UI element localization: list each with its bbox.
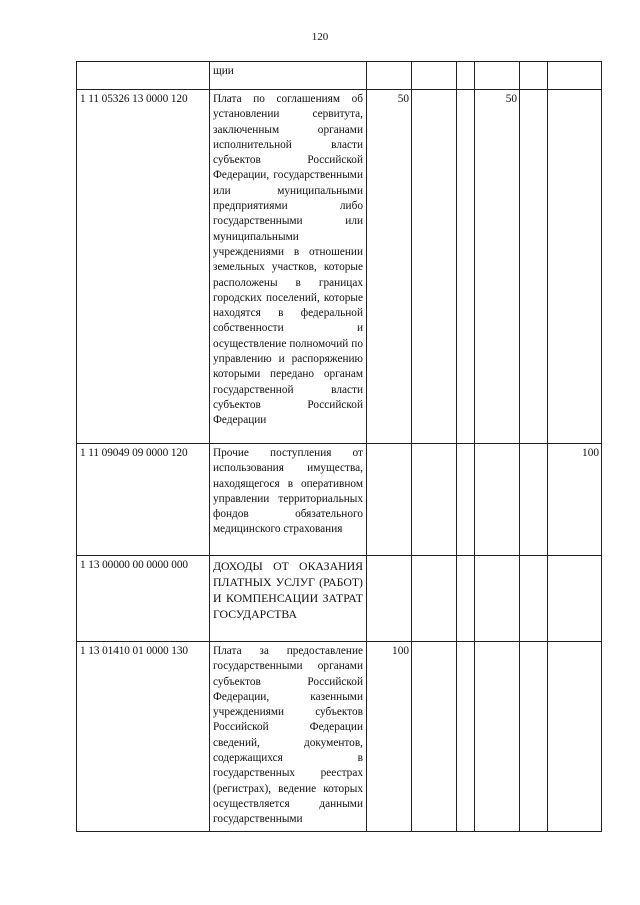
amount-cell (412, 62, 457, 90)
amount-cell (457, 444, 475, 556)
revenue-name-cell: Прочие поступления от использования имущества, находящегося в оперативном управлении территориальных фондов обязательного медицинского страхования (210, 444, 367, 556)
amount-cell (457, 90, 475, 444)
budget-code-cell: 1 13 01410 01 0000 130 (77, 642, 210, 832)
table-row (77, 642, 602, 832)
amount-cell (367, 556, 412, 642)
amount-cell (367, 444, 412, 556)
revenue-table (76, 61, 602, 832)
table-row (77, 62, 602, 90)
amount-cell: 100 (367, 642, 412, 832)
amount-cell (520, 90, 548, 444)
amount-cell (548, 90, 602, 444)
amount-cell (457, 556, 475, 642)
amount-cell: 100 (548, 444, 602, 556)
budget-code-cell: 1 11 05326 13 0000 120 (77, 90, 210, 444)
table-row (77, 444, 602, 556)
amount-cell (520, 556, 548, 642)
amount-cell (520, 62, 548, 90)
amount-cell (475, 444, 520, 556)
amount-cell (457, 642, 475, 832)
amount-cell (548, 642, 602, 832)
amount-cell (475, 62, 520, 90)
revenue-name-cell: Плата по соглашениям об установлении сервитута, заключенным органами исполнительной власти субъектов Российской Федерации, государственными или муниципальными предприятиями либо государственными или муниципальными учреждениями в отношении земельных участков, которые расположены в границах городских поселений, которые находятся в федеральной собственности и осуществление полномочий по управлению и распоряжению которыми передано органам государственной власти субъектов Российской Федерации (210, 90, 367, 444)
budget-code-cell (77, 62, 210, 90)
amount-cell (548, 556, 602, 642)
revenue-name-cell: щии (210, 62, 367, 90)
budget-code-cell: 1 13 00000 00 0000 000 (77, 556, 210, 642)
amount-cell (475, 642, 520, 832)
budget-code-cell: 1 11 09049 09 0000 120 (77, 444, 210, 556)
amount-cell (457, 62, 475, 90)
amount-cell (475, 556, 520, 642)
amount-cell (412, 642, 457, 832)
table-row (77, 556, 602, 642)
amount-cell (412, 444, 457, 556)
amount-cell: 50 (367, 90, 412, 444)
revenue-name-cell: Плата за предоставление государственными органами субъектов Российской Федерации, казенными учреждениями субъектов Российской Федерации сведений, документов, содержащихся в государственных реестрах (регистрах), ведение которых осуществляется данными государственными (210, 642, 367, 832)
revenue-name-cell: ДОХОДЫ ОТ ОКАЗАНИЯ ПЛАТНЫХ УСЛУГ (РАБОТ) И КОМПЕНСАЦИИ ЗАТРАТ ГОСУДАРСТВА (210, 556, 367, 642)
amount-cell (412, 556, 457, 642)
amount-cell (548, 62, 602, 90)
amount-cell (520, 642, 548, 832)
amount-cell (412, 90, 457, 444)
amount-cell (367, 62, 412, 90)
table-row (77, 90, 602, 444)
amount-cell: 50 (475, 90, 520, 444)
amount-cell (520, 444, 548, 556)
page-number: 120 (311, 31, 329, 43)
